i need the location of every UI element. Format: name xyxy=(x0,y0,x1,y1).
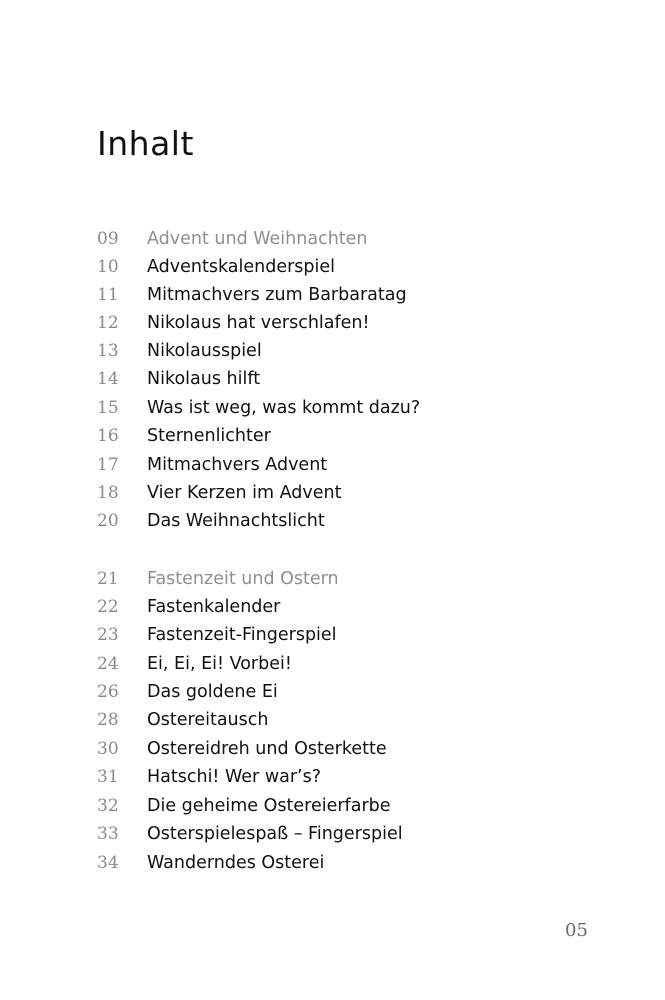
toc-page-number: 15 xyxy=(97,398,119,418)
toc-entry[interactable] xyxy=(0,678,665,706)
toc-entry-title: Sternenlichter xyxy=(147,426,271,446)
toc-entry[interactable] xyxy=(0,735,665,763)
toc-section-heading[interactable] xyxy=(0,225,665,253)
toc-entry[interactable] xyxy=(0,507,665,535)
toc-entry-title: Mitmachvers zum Barbaratag xyxy=(147,285,407,305)
toc-page-number: 24 xyxy=(97,654,119,674)
toc-entry[interactable] xyxy=(0,337,665,365)
toc-entry-title: Die geheime Ostereierfarbe xyxy=(147,796,391,816)
toc-entry-title: Nikolaus hat verschlafen! xyxy=(147,313,370,333)
toc-entry[interactable] xyxy=(0,621,665,649)
toc-page-number: 16 xyxy=(97,426,119,446)
toc-entry-title: Fastenzeit-Fingerspiel xyxy=(147,625,337,645)
toc-entry-title: Nikolausspiel xyxy=(147,341,262,361)
toc-entry-title: Fastenkalender xyxy=(147,597,281,617)
toc-entry-title: Das Weihnachtslicht xyxy=(147,511,325,531)
toc-page-number: 18 xyxy=(97,483,119,503)
toc-page-number: 32 xyxy=(97,796,119,816)
toc-entry[interactable] xyxy=(0,253,665,281)
toc-entry[interactable] xyxy=(0,763,665,791)
toc-page-number: 10 xyxy=(97,257,119,277)
toc-entry-title: Das goldene Ei xyxy=(147,682,278,702)
page-number: 05 xyxy=(565,920,588,941)
toc-entry-title: Mitmachvers Advent xyxy=(147,455,328,475)
toc-page-number: 26 xyxy=(97,682,119,702)
toc-page-number: 12 xyxy=(97,313,119,333)
toc-entry[interactable] xyxy=(0,451,665,479)
toc-entry-title: Nikolaus hilft xyxy=(147,369,261,389)
toc-page-number: 20 xyxy=(97,511,119,531)
toc-entry[interactable] xyxy=(0,849,665,877)
toc-page-number: 21 xyxy=(97,569,119,589)
toc-entry[interactable] xyxy=(0,394,665,422)
page-title: Inhalt xyxy=(97,124,194,163)
toc-entry-title: Ostereitausch xyxy=(147,710,269,730)
toc-page-number: 28 xyxy=(97,710,119,730)
toc-page-number: 11 xyxy=(97,285,119,305)
toc-section-heading[interactable] xyxy=(0,565,665,593)
toc-page-number: 22 xyxy=(97,597,119,617)
toc-entry[interactable] xyxy=(0,309,665,337)
toc-page-number: 09 xyxy=(97,229,119,249)
toc-entry-title: Osterspielespaß – Fingerspiel xyxy=(147,824,403,844)
toc-entry-title: Ei, Ei, Ei! Vorbei! xyxy=(147,654,292,674)
toc-entry[interactable] xyxy=(0,479,665,507)
toc-page-number: 30 xyxy=(97,739,119,759)
toc-page-number: 14 xyxy=(97,369,119,389)
toc-entry[interactable] xyxy=(0,281,665,309)
toc-page-number: 31 xyxy=(97,767,119,787)
toc-page-number: 33 xyxy=(97,824,119,844)
toc-entry[interactable] xyxy=(0,706,665,734)
toc-entry[interactable] xyxy=(0,820,665,848)
toc-entry-title: Vier Kerzen im Advent xyxy=(147,483,342,503)
toc-entry[interactable] xyxy=(0,650,665,678)
toc-page-number: 17 xyxy=(97,455,119,475)
toc-section-title: Advent und Weihnachten xyxy=(147,229,368,249)
toc-entry-title: Wanderndes Osterei xyxy=(147,853,325,873)
toc-section-title: Fastenzeit und Ostern xyxy=(147,569,339,589)
toc-entry-title: Hatschi! Wer war’s? xyxy=(147,767,322,787)
toc-entry[interactable] xyxy=(0,365,665,393)
toc-page-number: 23 xyxy=(97,625,119,645)
toc-entry-title: Adventskalenderspiel xyxy=(147,257,336,277)
toc-page-number: 13 xyxy=(97,341,119,361)
toc-entry[interactable] xyxy=(0,422,665,450)
toc-entry-title: Ostereidreh und Osterkette xyxy=(147,739,387,759)
toc-page-number: 34 xyxy=(97,853,119,873)
toc-entry-title: Was ist weg, was kommt dazu? xyxy=(147,398,421,418)
toc-entry[interactable] xyxy=(0,792,665,820)
toc-entry[interactable] xyxy=(0,593,665,621)
